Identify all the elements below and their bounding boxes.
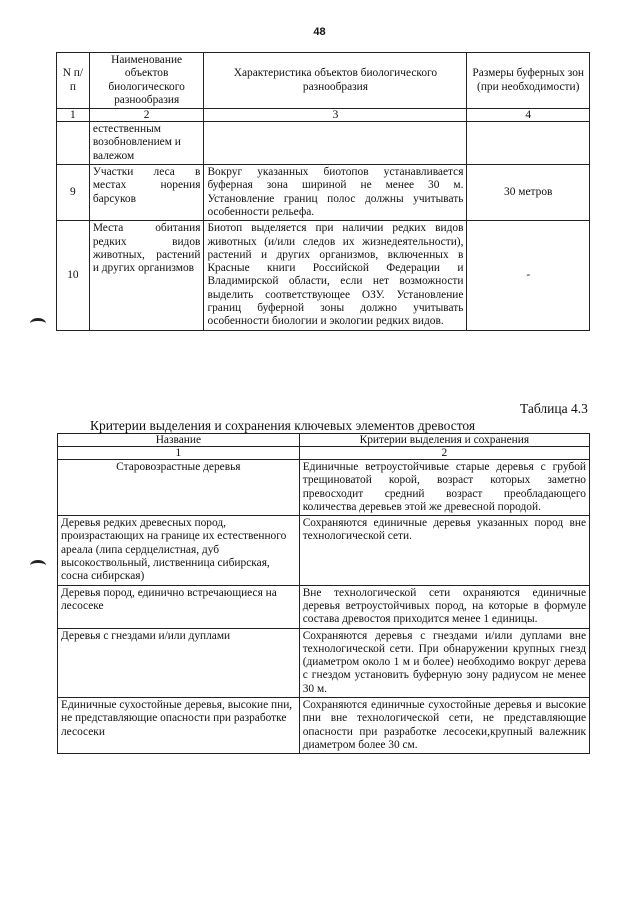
element-criteria: Единичные ветроустойчивые старые деревья с грубой трещиноватой корой, возраст которых заметно превосходит средний возраст преобладающего количества деревьев этой же древесной породой. — [299, 460, 589, 516]
column-index: 4 — [467, 109, 590, 122]
element-name: Единичные сухостойные деревья, высокие пни, не представляющие опасности при разработке лесосеки — [58, 698, 300, 754]
table-header-row — [58, 434, 590, 447]
object-characteristic — [204, 122, 467, 165]
buffer-size — [467, 122, 590, 165]
column-index-row — [57, 109, 590, 122]
column-index: 1 — [57, 109, 90, 122]
column-index: 1 — [58, 447, 300, 460]
element-criteria: Сохраняются деревья с гнездами и/или дуплами вне технологической сети. При обнаружении крупных гнезд (диаметром около 1 м и более) необходимо вокруг дерева с гнездом установить буферную зону радиусом не менее 30 м. — [299, 628, 589, 697]
header-name: Название — [58, 434, 300, 447]
element-criteria: Сохраняются единичные деревья указанных пород вне технологической сети. — [299, 516, 589, 585]
row-number: 9 — [57, 165, 90, 221]
buffer-size: - — [467, 221, 590, 330]
buffer-size: 30 метров — [467, 165, 590, 221]
table-row — [58, 460, 590, 516]
header-number: N п/п — [57, 53, 90, 109]
table-row — [58, 585, 590, 628]
element-criteria: Вне технологической сети охраняются единичные деревья ветроустойчивых пород, на которые в формуле состава древостоя приходится менее 1 единицы. — [299, 585, 589, 628]
row-number — [57, 122, 90, 165]
object-characteristic: Вокруг указанных биотопов устанавливается буферная зона шириной не менее 30 м. Установление границ полос должны учитывать особенности рельефа. — [204, 165, 467, 221]
element-criteria: Сохраняются единичные сухостойные деревья и высокие пни вне технологической сети, не представляющие опасности при разработке лесосеки,крупный валежник диаметром более 30 см. — [299, 698, 589, 754]
element-name: Деревья редких древесных пород, произрастающих на границе их естественного ареала (липа сердцелистная, дуб высокоствольный, лиственница сибирская, сосна сибирская) — [58, 516, 300, 585]
header-object-name: Наименование объектов биологического разнообразия — [89, 53, 204, 109]
header-buffer-size: Размеры буферных зон (при необходимости) — [467, 53, 590, 109]
object-characteristic: Биотоп выделяется при наличии редких видов животных (и/или следов их жизнедеятельности), растений и других организмов, включенных в Красные книги Российской Федерации и Владимирской области, если нет возможности выделить соответствующее ОЗУ. Установление границ буферной зоны должно учитывать особенности биологии и экологии редких видов. — [204, 221, 467, 330]
table-row — [58, 628, 590, 697]
table-row — [58, 516, 590, 585]
header-characteristic: Характеристика объектов биологического разнообразия — [204, 53, 467, 109]
stand-elements-criteria-table — [57, 433, 590, 754]
table-title: Критерии выделения и сохранения ключевых элементов древостоя — [90, 418, 476, 433]
binder-hole-mark — [30, 560, 46, 571]
table-row — [58, 698, 590, 754]
table-row — [57, 122, 590, 165]
table-row — [57, 165, 590, 221]
column-index: 3 — [204, 109, 467, 122]
object-name: Участки леса в местах норения барсуков — [89, 165, 204, 221]
element-name: Старовозрастные деревья — [58, 460, 300, 516]
object-name: естественным возобновлением и валежом — [89, 122, 204, 165]
row-number: 10 — [57, 221, 90, 330]
element-name: Деревья пород, единично встречающиеся на лесосеке — [58, 585, 300, 628]
object-name: Места обитания редких видов животных, растений и других организмов — [89, 221, 204, 330]
table-caption: Таблица 4.3 — [520, 401, 588, 416]
biodiversity-objects-table — [56, 52, 590, 331]
element-name: Деревья с гнездами и/или дуплами — [58, 628, 300, 697]
column-index: 2 — [299, 447, 589, 460]
header-criteria: Критерии выделения и сохранения — [299, 434, 589, 447]
table-header-row — [57, 53, 590, 109]
column-index-row — [58, 447, 590, 460]
column-index: 2 — [89, 109, 204, 122]
table-row — [57, 221, 590, 330]
page-number: 48 — [313, 26, 326, 38]
binder-hole-mark — [30, 318, 46, 329]
